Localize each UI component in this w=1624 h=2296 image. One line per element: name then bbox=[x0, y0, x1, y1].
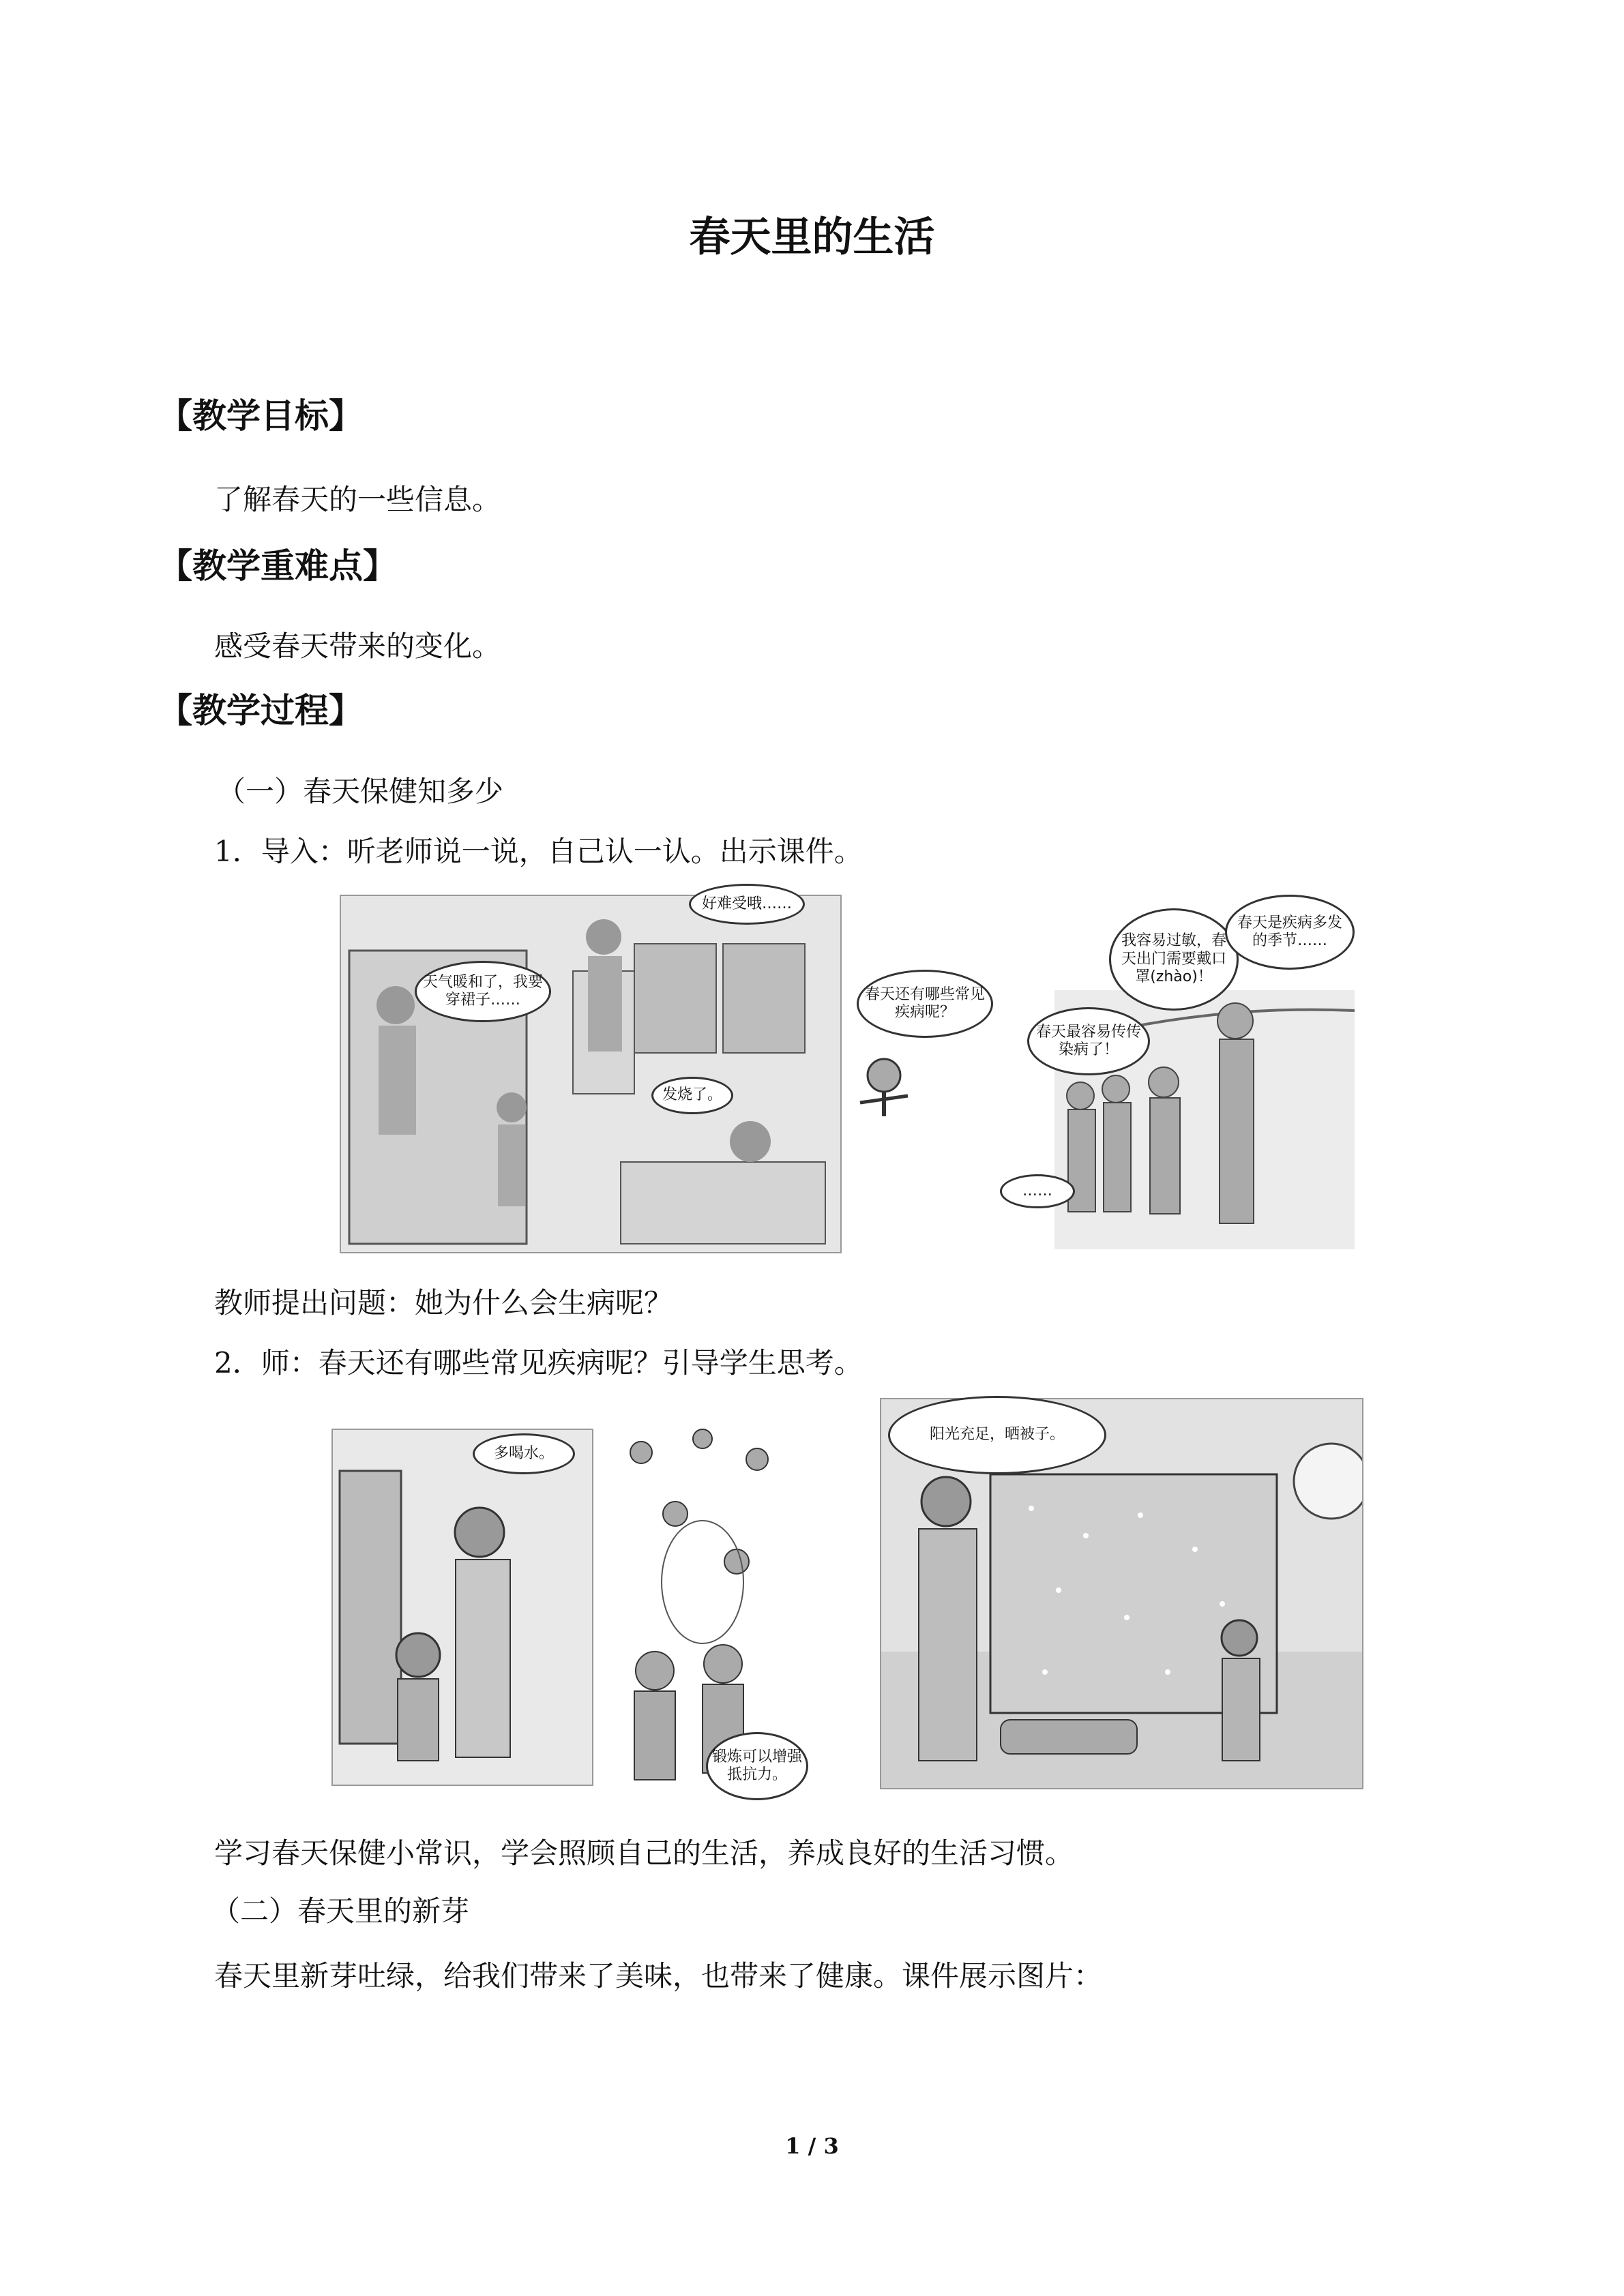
part2-text: 春天里新芽吐绿，给我们带来了美味，也带来了健康。课件展示图片： bbox=[214, 1959, 1103, 1993]
speech-bubble: 阳光充足，晒被子。 bbox=[888, 1396, 1106, 1474]
scene-exercise bbox=[600, 1412, 805, 1800]
speech-bubble: …… bbox=[1000, 1174, 1075, 1208]
scene-illustration-1 bbox=[341, 896, 840, 1252]
heading-teaching-process: 【教学过程】 bbox=[158, 691, 363, 730]
scene-classroom-and-home bbox=[340, 895, 842, 1253]
speech-bubble: 春天还有哪些常见疾病呢？ bbox=[857, 970, 993, 1038]
figure-spring-illness-scenes bbox=[338, 881, 1361, 1253]
speech-bubble: 发烧了。 bbox=[651, 1077, 733, 1114]
question-text: 教师提出问题：她为什么会生病呢？ bbox=[214, 1286, 673, 1320]
page-number: 1 / 3 bbox=[785, 2133, 839, 2159]
speech-bubble: 天气暖和了，我要穿裙子…… bbox=[415, 961, 551, 1022]
step1-text: 1．导入：听老师说一说，自己认一认。出示课件。 bbox=[214, 835, 863, 868]
scene-sun-quilt bbox=[880, 1398, 1363, 1789]
speech-bubble: 多喝水。 bbox=[473, 1433, 575, 1474]
figure-spring-health-tips bbox=[327, 1391, 1364, 1800]
part2-title: （二）春天里的新芽 bbox=[211, 1894, 470, 1928]
key-points-text: 感受春天带来的变化。 bbox=[214, 629, 501, 663]
speech-bubble: 锻炼可以增强抵抗力。 bbox=[706, 1732, 808, 1800]
teaching-goal-text: 了解春天的一些信息。 bbox=[214, 483, 501, 516]
page-title: 春天里的生活 bbox=[689, 213, 935, 261]
scene-street-students bbox=[1000, 908, 1360, 1249]
summary-text: 学习春天保健小常识，学会照顾自己的生活，养成良好的生活习惯。 bbox=[214, 1836, 1074, 1870]
heading-key-points: 【教学重难点】 bbox=[158, 546, 397, 586]
part1-title: （一）春天保健知多少 bbox=[217, 775, 504, 808]
speech-bubble: 我容易过敏，春天出门需要戴口罩(zhào)！ bbox=[1109, 908, 1239, 1011]
speech-bubble: 春天是疾病多发的季节…… bbox=[1225, 895, 1355, 970]
scene-drink-water bbox=[331, 1429, 593, 1786]
speech-bubble: 好难受哦…… bbox=[689, 884, 805, 925]
speech-bubble: 春天最容易传传染病了！ bbox=[1027, 1007, 1150, 1075]
scene-illustration-3 bbox=[333, 1430, 592, 1785]
step2-text: 2．师：春天还有哪些常见疾病呢？引导学生思考。 bbox=[214, 1346, 863, 1380]
cartoon-character-icon bbox=[846, 1048, 928, 1130]
heading-teaching-goal: 【教学目标】 bbox=[158, 396, 363, 436]
